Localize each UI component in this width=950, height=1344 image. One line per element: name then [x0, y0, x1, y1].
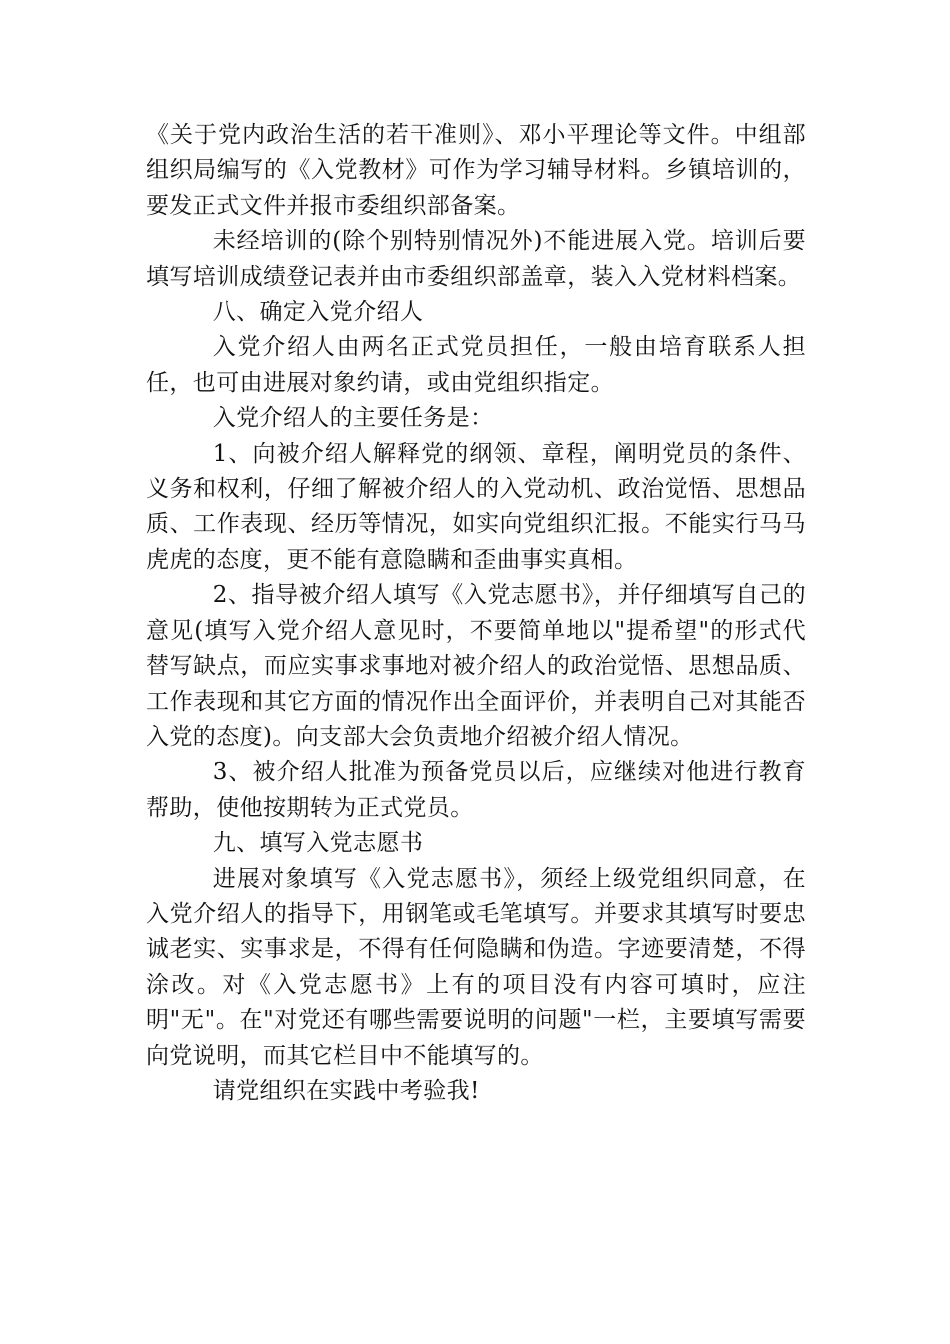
document-body [146, 118, 806, 1109]
list-item-task-2: 2、指导被介绍人填写《入党志愿书》，并仔细填写自己的意见(填写入党介绍人意见时，不要简单地以"提希望"的形式代替写缺点，而应实事求事地对被介绍人的政治觉悟、思想品质、工作表现和其它方面的情况作出全面评价，并表明自己对其能否入党的态度)。向支部大会负责地介绍被介绍人情况。 [146, 582, 806, 750]
list-item-task-1: 1、向被介绍人解释党的纲领、章程，阐明党员的条件、义务和权利，仔细了解被介绍人的入党动机、政治觉悟、思想品质、工作表现、经历等情况，如实向党组织汇报。不能实行马马虎虎的态度，更不能有意隐瞒和歪曲事实真相。 [146, 440, 806, 573]
list-item-task-3: 3、被介绍人批准为预备党员以后，应继续对他进行教育帮助，使他按期转为正式党员。 [146, 759, 806, 821]
section-heading-introducer: 八、确定入党介绍人 [212, 299, 424, 326]
paragraph-closing-statement: 请党组织在实践中考验我! [212, 1077, 480, 1104]
paragraph-training-requirement: 未经培训的(除个别特别情况外)不能进展入党。培训后要填写培训成绩登记表并由市委组织部盖章，装入入党材料档案。 [146, 228, 806, 290]
paragraph-introducer-definition: 入党介绍人由两名正式党员担任，一般由培育联系人担任，也可由进展对象约请，或由党组织指定。 [146, 334, 806, 396]
section-heading-application-form: 九、填写入党志愿书 [212, 830, 424, 857]
paragraph-introducer-tasks: 入党介绍人的主要任务是： [212, 405, 494, 432]
paragraph-study-materials: 《关于党内政治生活的若干准则》、邓小平理论等文件。中组部组织局编写的《入党教材》可作为学习辅导材料。乡镇培训的，要发正式文件并报市委组织部备案。 [146, 122, 806, 219]
paragraph-application-form-rules: 进展对象填写《入党志愿书》，须经上级党组织同意，在入党介绍人的指导下，用钢笔或毛笔填写。并要求其填写时要忠诚老实、实事求是，不得有任何隐瞒和伪造。字迹要清楚，不得涂改。对《入党志愿书》上有的项目没有内容可填时，应注明"无"。在"对党还有哪些需要说明的问题"一栏，主要填写需要向党说明，而其它栏目中不能填写的。 [146, 865, 806, 1069]
